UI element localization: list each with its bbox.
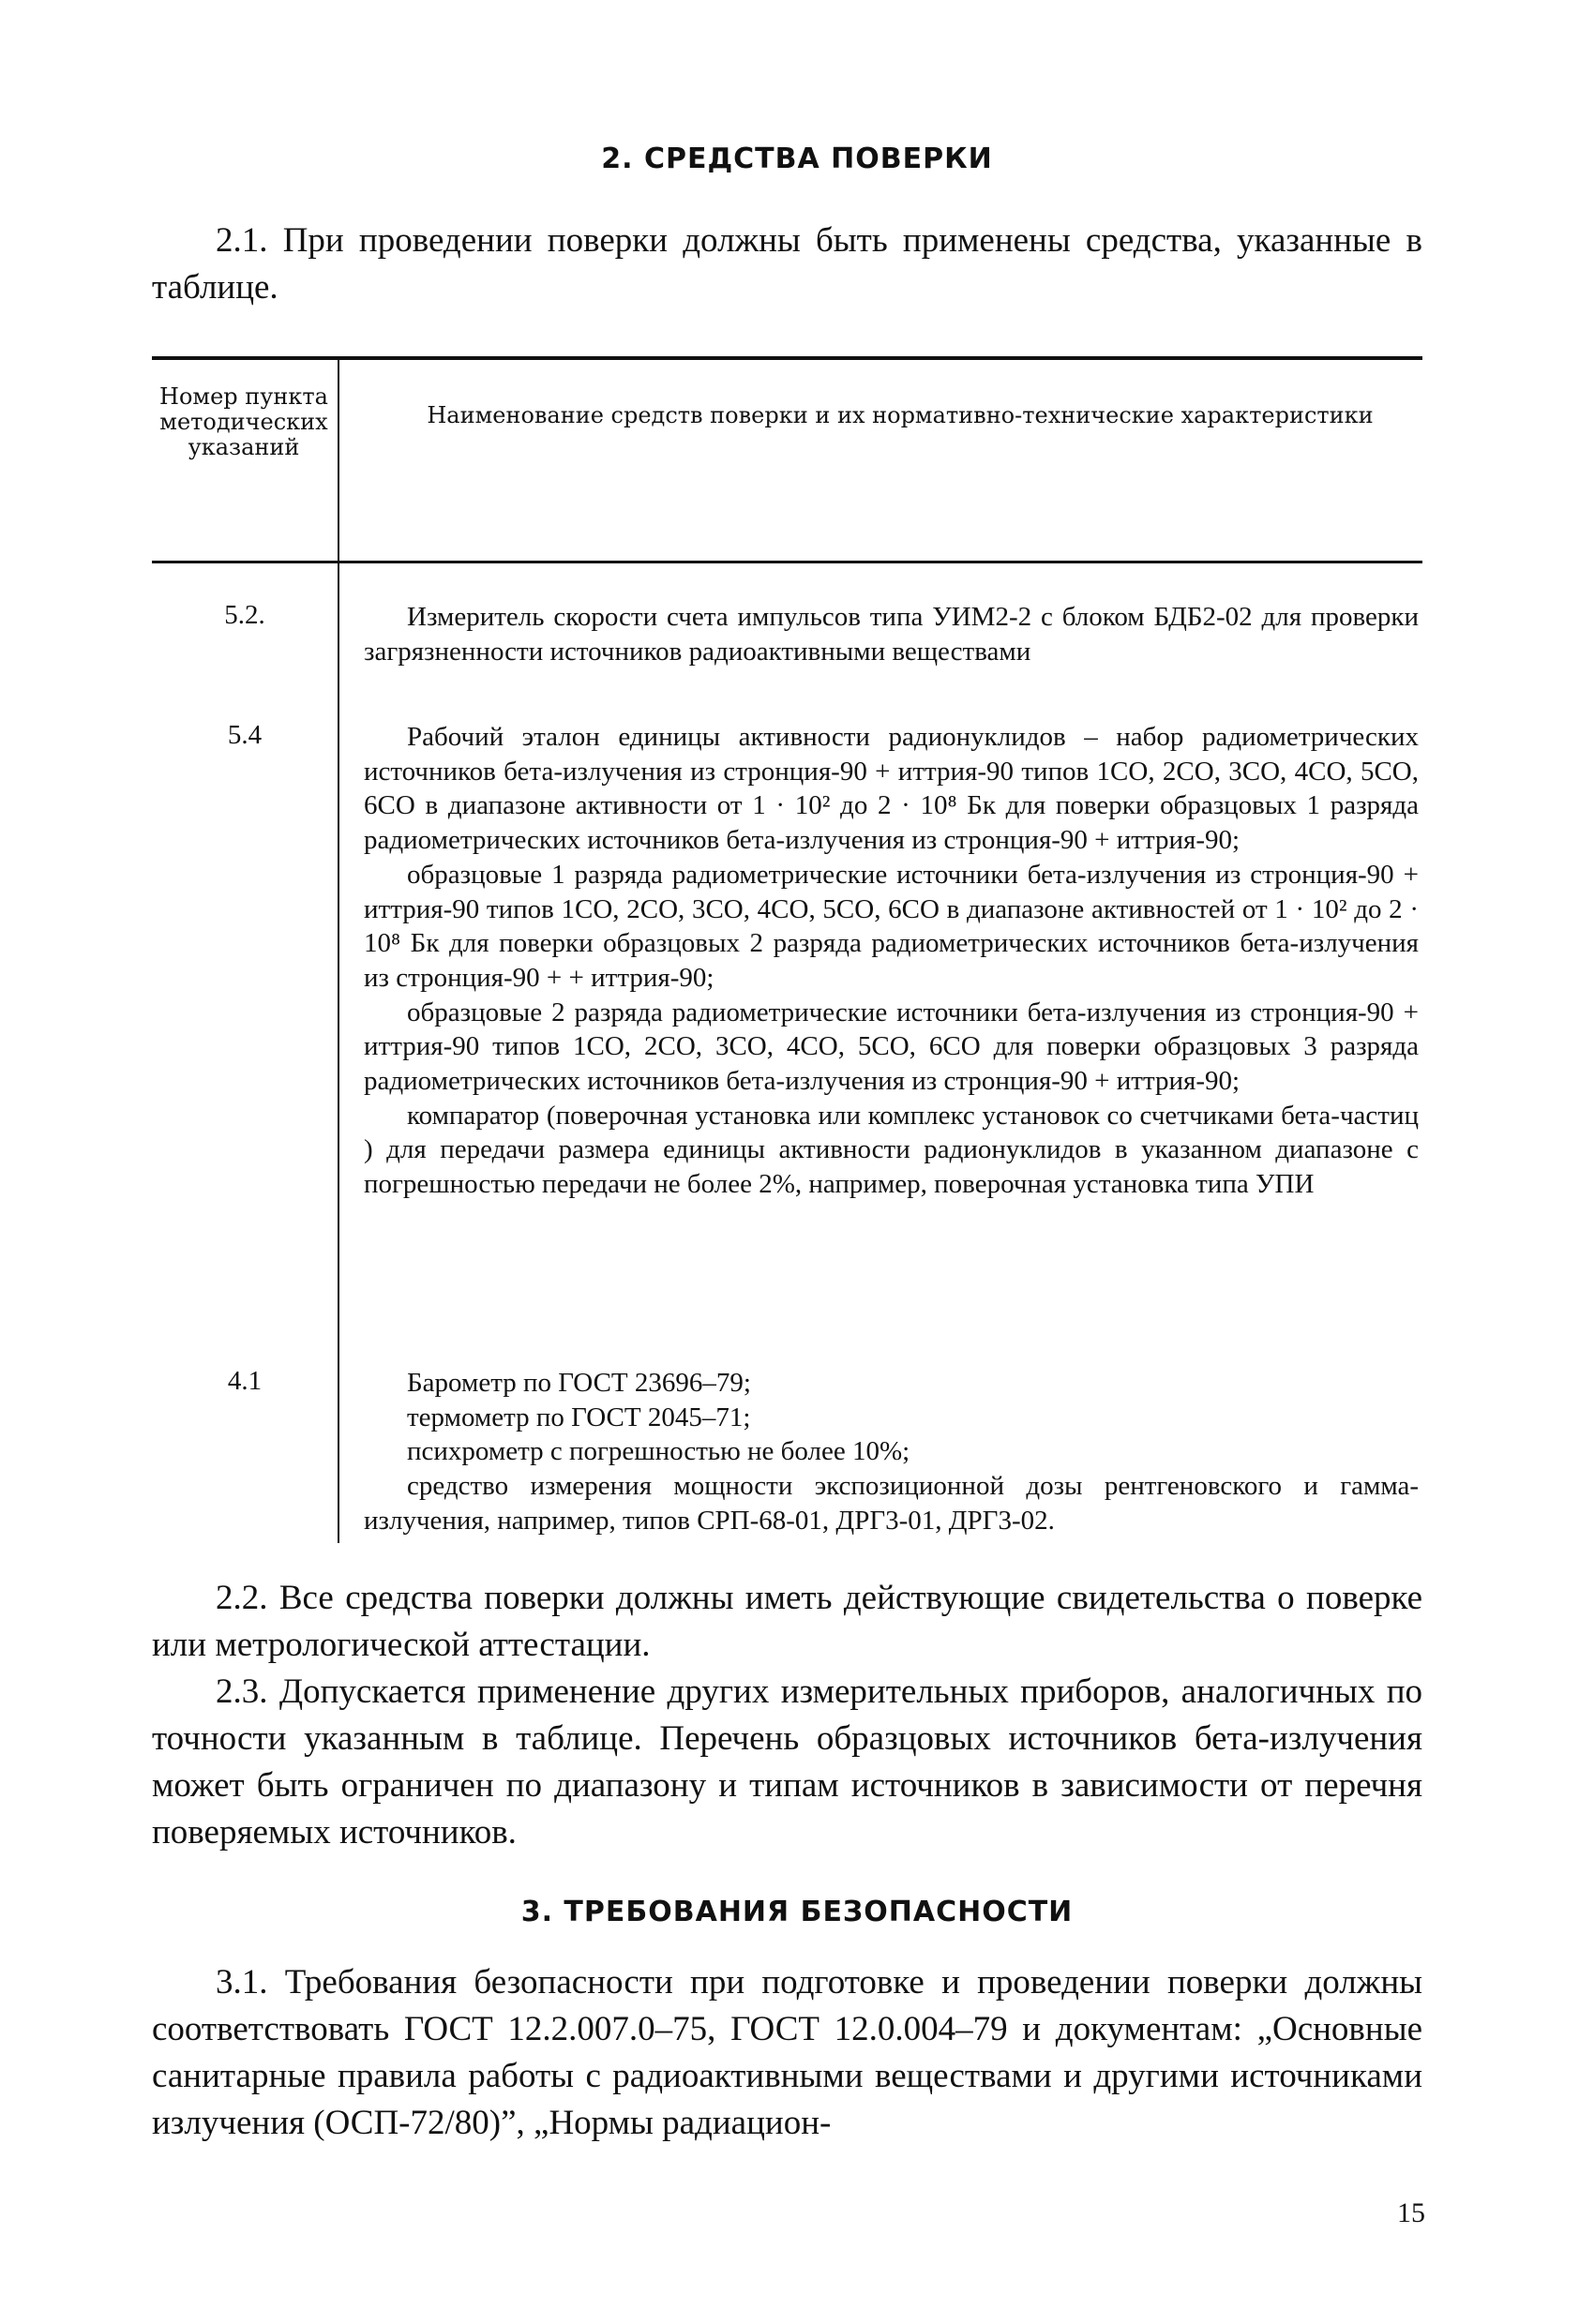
row-number: 4.1 <box>227 1366 263 1396</box>
row-number: 5.4 <box>227 720 263 750</box>
paragraph-3-1: 3.1. Требования безопасности при подготовке и проведении поверки должны соответствовать ГОСТ 12.2.007.0–75, ГОСТ 12.0.004–79 и документам: „Основные санитарные правила работы с радиоактивными веществами и другими источниками излучения (ОСП-72/80)”, „Нормы радиацион- <box>152 1963 1422 2142</box>
row-item: Измеритель скорости счета импульсов типа УИМ2-2 с блоком БДБ2-02 для проверки загрязненности источников радиоактивными веществами <box>364 602 1419 667</box>
row-description <box>364 720 1419 1202</box>
row-description <box>364 600 1419 668</box>
row-item: образцовые 1 разряда радиометрические источники бета-излучения из стронция-90 + иттрия-90 типов 1СО, 2СО, 3СО, 4СО, 5СО, 6СО в диапазоне активностей от 1 · 10² до 2 · 10⁸ Бк для поверки образцовых 2 разряда радиометрических источников бета-излучения из стронция-90 + + иттрия-90; <box>364 859 1419 993</box>
table-column-divider <box>338 360 339 1543</box>
row-item: термометр по ГОСТ 2045–71; <box>407 1402 751 1432</box>
section-3-title: 3. ТРЕБОВАНИЯ БЕЗОПАСНОСТИ <box>520 1896 1074 1928</box>
paragraph-2-3: 2.3. Допускается применение других измерительных приборов, аналогичных по точности указанным в таблице. Перечень образцовых источников бета-излучения может быть ограничен по диапазону и типам источников в зависимости от перечня поверяемых источников. <box>152 1672 1422 1852</box>
paragraph-2-2: 2.2. Все средства поверки должны иметь действующие свидетельства о поверке или метрологической аттестации. <box>152 1579 1422 1664</box>
section-2-title: 2. СРЕДСТВА ПОВЕРКИ <box>601 142 993 175</box>
column-header-item-number: Номер пункта методических указаний <box>159 383 328 460</box>
row-item: психрометр с погрешностью не более 10%; <box>407 1436 910 1467</box>
paragraph-2-1: 2.1. При проведении поверки должны быть применены средства, указанные в таблице. <box>152 221 1422 307</box>
row-description <box>364 1366 1419 1538</box>
column-header-tools: Наименование средств поверки и их нормативно-технические характеристики <box>427 402 1374 428</box>
row-item: Рабочий эталон единицы активности радионуклидов – набор радиометрических источников бета-излучения из стронция-90 + иттрия-90 типов 1СО, 2СО, 3СО, 4СО, 5СО, 6СО в диапазоне активности от 1 · 10² до 2 · 10⁸ Бк для поверки образцовых 1 разряда радиометрических источников бета-излучения из стронция-90 + иттрия-90; <box>364 722 1419 856</box>
row-item: компаратор (поверочная установка или комплекс установок со счетчиками бета-частиц ) для передачи размера единицы активности радионуклидов в указанном диапазоне с погрешностью передачи не более 2%, например, поверочная установка типа УПИ <box>364 1100 1419 1200</box>
row-item: Барометр по ГОСТ 23696–79; <box>407 1368 751 1398</box>
row-item: средство измерения мощности экспозиционной дозы рентгеновского и гамма-излучения, например, типов СРП-68-01, ДРГ3-01, ДРГ3-02. <box>364 1471 1419 1536</box>
table-header-rule <box>152 561 1422 563</box>
row-item: образцовые 2 разряда радиометрические источники бета-излучения из стронция-90 + иттрия-90 типов 1СО, 2СО, 3СО, 4СО, 5СО, 6СО для поверки образцовых 3 разряда радиометрических источников бета-излучения из стронция-90 + иттрия-90; <box>364 997 1419 1097</box>
row-number: 5.2. <box>224 600 265 630</box>
page-number: 15 <box>1397 2197 1425 2228</box>
table-top-rule <box>152 356 1422 360</box>
